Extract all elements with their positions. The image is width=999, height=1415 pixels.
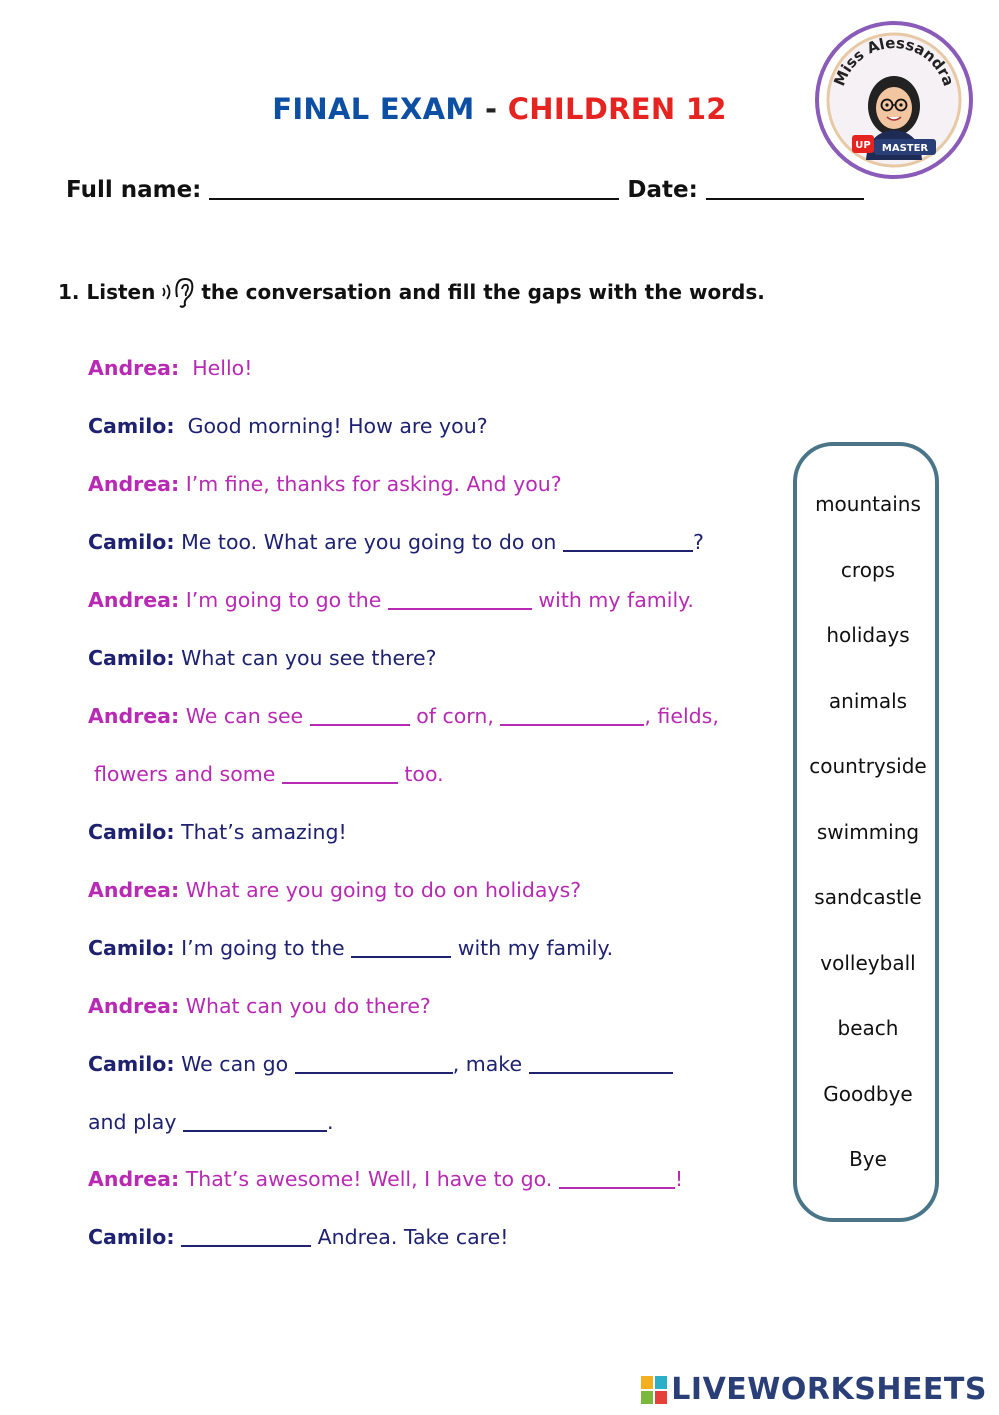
title-part-2: CHILDREN 12 [507, 92, 727, 126]
dialogue-line-6 [88, 646, 437, 670]
speaker-label: Camilo: [88, 820, 175, 844]
dialogue-line-8 [94, 762, 444, 786]
line-text: too. [397, 762, 444, 786]
dialogue-line-16 [88, 1225, 508, 1249]
liveworksheets-logo-icon [641, 1376, 667, 1404]
dialogue-line-14 [88, 1110, 334, 1134]
speaker-label: Andrea: [88, 588, 180, 612]
gap-input[interactable] [351, 938, 451, 958]
dialogue-line-11 [88, 936, 613, 960]
dialogue-line-15 [88, 1167, 683, 1191]
line-text: , make [452, 1052, 529, 1076]
instruction-text-after: the conversation and fill the gaps with the words. [201, 280, 765, 304]
line-text: What are you going to do on holidays? [185, 878, 582, 902]
date-field[interactable] [706, 176, 864, 200]
date-label: Date: [627, 177, 698, 203]
word-bank-item[interactable]: Bye [849, 1147, 887, 1171]
speaker-label: Camilo: [88, 936, 175, 960]
speaker-label: Andrea: [88, 472, 180, 496]
gap-input[interactable] [282, 764, 398, 784]
word-bank-item[interactable]: countryside [809, 754, 927, 778]
word-bank-item[interactable]: swimming [816, 820, 920, 844]
line-text: What can you see there? [181, 646, 437, 670]
liveworksheets-brand [641, 1372, 987, 1407]
gap-input[interactable] [183, 1112, 327, 1132]
speaker-label: Camilo: [88, 414, 175, 438]
dialogue-line-3 [88, 472, 562, 496]
brand-text: LIVEWORKSHEETS [671, 1372, 987, 1407]
line-text: Hello! [192, 356, 253, 380]
word-bank-item[interactable]: Goodbye [823, 1082, 913, 1106]
line-text: I’m going to the [181, 936, 352, 960]
word-bank-item[interactable]: crops [840, 558, 896, 582]
logo-arc-text: Miss Alessandra [830, 33, 958, 89]
gap-input[interactable] [388, 590, 532, 610]
instruction-text-before: 1. Listen [58, 280, 156, 304]
dialogue-line-7 [88, 704, 719, 728]
line-text: That’s amazing! [181, 820, 347, 844]
speaker-label: Andrea: [88, 356, 180, 380]
dialogue-line-1 [88, 356, 252, 380]
speaker-label: Camilo: [88, 1225, 175, 1249]
line-text: What can you do there? [185, 994, 431, 1018]
line-text: That’s awesome! Well, I have to go. [185, 1167, 559, 1191]
dialogue-line-10 [88, 878, 581, 902]
gap-input[interactable] [529, 1054, 673, 1074]
gap-input[interactable] [559, 1169, 675, 1189]
listening-ear-icon [161, 275, 197, 309]
logo-badge-master: MASTER [881, 143, 929, 154]
line-text: We can see [185, 704, 310, 728]
dialogue-line-13 [88, 1052, 673, 1076]
line-text: Good morning! How are you? [187, 414, 488, 438]
dialogue-line-2 [88, 414, 488, 438]
line-text: , fields, [644, 704, 719, 728]
word-bank-item[interactable]: animals [828, 689, 908, 713]
word-bank-item[interactable]: holidays [826, 623, 910, 647]
line-text: of corn, [409, 704, 501, 728]
line-text: . [327, 1110, 334, 1134]
line-text: I’m going to go the [185, 588, 388, 612]
line-text: with my family. [451, 936, 614, 960]
title-part-1: FINAL EXAM [272, 92, 475, 126]
speaker-label: Andrea: [88, 704, 180, 728]
miss-alessandra-logo [814, 20, 974, 180]
gap-input[interactable] [295, 1054, 453, 1074]
full-name-label: Full name: [66, 177, 202, 203]
gap-input[interactable] [563, 532, 693, 552]
gap-input[interactable] [500, 706, 644, 726]
gap-input[interactable] [310, 706, 410, 726]
line-text: I’m fine, thanks for asking. And you? [185, 472, 562, 496]
dialogue-line-9 [88, 820, 347, 844]
line-text: with my family. [531, 588, 694, 612]
speaker-label: Andrea: [88, 878, 180, 902]
line-text: ? [692, 530, 704, 554]
speaker-label: Camilo: [88, 646, 175, 670]
full-name-field[interactable] [209, 176, 619, 200]
name-date-row [66, 176, 864, 203]
line-text: ! [674, 1167, 684, 1191]
word-bank-item[interactable]: volleyball [820, 951, 916, 975]
line-text: Andrea. Take care! [317, 1225, 509, 1249]
instruction [58, 275, 765, 309]
speaker-label: Camilo: [88, 530, 175, 554]
line-text: flowers and some [94, 762, 282, 786]
gap-input[interactable] [181, 1227, 311, 1247]
word-bank-item[interactable]: sandcastle [814, 885, 922, 909]
dialogue-line-12 [88, 994, 431, 1018]
line-text: and play [88, 1110, 184, 1134]
word-bank-item[interactable]: beach [837, 1016, 899, 1040]
speaker-label: Andrea: [88, 1167, 180, 1191]
speaker-label: Camilo: [88, 1052, 175, 1076]
speaker-label: Andrea: [88, 994, 180, 1018]
line-text: We can go [181, 1052, 295, 1076]
line-text: Me too. What are you going to do on [181, 530, 563, 554]
logo-badge-up: UP [855, 140, 871, 151]
word-bank-item[interactable]: mountains [815, 492, 921, 516]
dialogue-line-4 [88, 530, 704, 554]
dialogue-line-5 [88, 588, 694, 612]
title-dash: - [474, 92, 508, 126]
